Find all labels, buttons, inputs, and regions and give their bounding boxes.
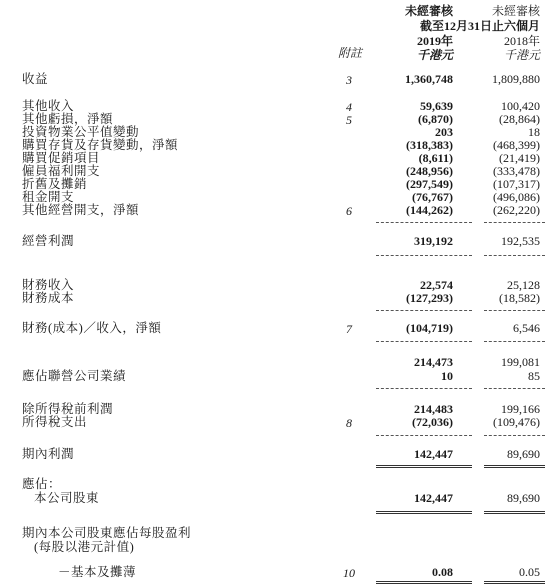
subtotal-rule	[376, 255, 472, 256]
row-value-2018: 18	[528, 125, 540, 139]
row-label: 其他收入	[22, 99, 75, 113]
row-value-2018: (107,317)	[493, 177, 540, 191]
row-value-2018: (109,476)	[493, 415, 540, 429]
row-value-2019: 22,574	[420, 278, 453, 292]
row-label: 財務(成本)／收入，淨額	[22, 321, 162, 335]
row-label: 租金開支	[22, 190, 75, 204]
row-note: 8	[346, 416, 352, 430]
row-value-2019: 214,473	[414, 355, 453, 369]
row-label: 投資物業公平值變動	[22, 125, 140, 139]
row-value-2018: (21,419)	[499, 151, 540, 165]
row-label: 財務成本	[22, 291, 75, 305]
row-label: 經營利潤	[22, 234, 75, 248]
row-value-2018: 192,535	[501, 234, 540, 248]
row-value-2019: (127,293)	[406, 291, 453, 305]
subtotal-rule	[376, 310, 472, 311]
note-column-header: 附註	[338, 46, 363, 60]
row-value-2019: (76,767)	[412, 190, 453, 204]
row-value-2019: (318,383)	[406, 138, 453, 152]
row-value-2018: (18,582)	[499, 291, 540, 305]
row-value-2019: (104,719)	[406, 321, 453, 335]
row-value-2019: 142,447	[414, 491, 453, 505]
total-double-rule	[376, 511, 472, 514]
row-value-2018: (28,864)	[499, 112, 540, 126]
col2-year-header: 2018年	[503, 34, 540, 48]
row-label: 財務收入	[22, 278, 75, 292]
total-double-rule	[484, 511, 545, 514]
row-label: 期內利潤	[22, 447, 75, 461]
row-label: 所得稅支出	[22, 415, 88, 429]
row-label: 其他經營開支，淨額	[22, 203, 140, 217]
row-note: 7	[346, 322, 352, 336]
row-label: 購買存貨及存貨變動，淨額	[22, 138, 179, 152]
row-value-2018: 85	[528, 369, 540, 383]
row-value-2019: 59,639	[420, 99, 453, 113]
row-value-2018: 0.05	[519, 565, 540, 579]
row-label: 其他虧損，淨額	[22, 112, 114, 126]
row-value-2018: 1,809,880	[492, 72, 540, 86]
period-header: 截至12月31日止六個月	[419, 19, 540, 33]
col2-audit-header: 未經審核	[491, 4, 540, 18]
row-value-2019: 142,447	[414, 447, 453, 461]
col1-unit-header: 千港元	[416, 48, 453, 62]
row-value-2018: 6,546	[513, 321, 540, 335]
row-label: (每股以港元計值)	[34, 540, 135, 554]
row-note: 5	[346, 113, 352, 127]
row-value-2019: 0.08	[432, 565, 453, 579]
row-value-2019: 10	[441, 369, 453, 383]
row-label: 期內本公司股東應佔每股盈利	[22, 526, 192, 540]
row-label: 收益	[22, 72, 49, 86]
row-note: 10	[343, 566, 355, 580]
subtotal-rule	[484, 435, 545, 436]
total-double-rule	[484, 465, 545, 468]
row-label: 僱員福利開支	[22, 164, 101, 178]
row-note: 6	[346, 204, 352, 218]
subtotal-rule	[484, 388, 545, 389]
col1-year-header: 2019年	[416, 34, 453, 48]
row-value-2018: 199,166	[501, 402, 540, 416]
row-value-2018: 100,420	[501, 99, 540, 113]
row-value-2019: 203	[435, 125, 453, 139]
row-value-2019: (72,036)	[412, 415, 453, 429]
row-value-2019: (8,611)	[418, 151, 453, 165]
subtotal-rule	[484, 341, 545, 342]
row-label: 應佔聯營公司業績	[22, 369, 127, 383]
row-label: 折舊及攤銷	[22, 177, 88, 191]
row-label: －基本及攤薄	[58, 565, 137, 579]
row-value-2018: 199,081	[501, 355, 540, 369]
row-label: 購買促銷項目	[22, 151, 101, 165]
row-value-2019: (248,956)	[406, 164, 453, 178]
row-value-2019: (144,262)	[406, 203, 453, 217]
subtotal-rule	[484, 255, 545, 256]
row-value-2018: (468,399)	[493, 138, 540, 152]
row-note: 4	[346, 100, 352, 114]
row-value-2018: 89,690	[507, 447, 540, 461]
col2-unit-header: 千港元	[503, 48, 540, 62]
col1-audit-header: 未經審核	[404, 4, 453, 18]
row-label: 本公司股東	[34, 491, 100, 505]
row-value-2018: 89,690	[507, 491, 540, 505]
row-note: 3	[346, 73, 352, 87]
row-value-2018: (496,086)	[493, 190, 540, 204]
row-value-2018: 25,128	[507, 278, 540, 292]
row-value-2019: 1,360,748	[405, 72, 453, 86]
subtotal-rule	[376, 222, 472, 223]
row-label: 除所得稅前利潤	[22, 402, 114, 416]
row-value-2018: (333,478)	[493, 164, 540, 178]
subtotal-rule	[376, 388, 472, 389]
subtotal-rule	[484, 222, 545, 223]
subtotal-rule	[484, 310, 545, 311]
row-value-2019: (6,870)	[418, 112, 453, 126]
row-value-2018: (262,220)	[493, 203, 540, 217]
row-value-2019: (297,549)	[406, 177, 453, 191]
total-double-rule	[376, 465, 472, 468]
row-value-2019: 319,192	[414, 234, 453, 248]
row-value-2019: 214,483	[414, 402, 453, 416]
subtotal-rule	[376, 435, 472, 436]
row-label: 應佔：	[22, 477, 62, 491]
subtotal-rule	[376, 341, 472, 342]
